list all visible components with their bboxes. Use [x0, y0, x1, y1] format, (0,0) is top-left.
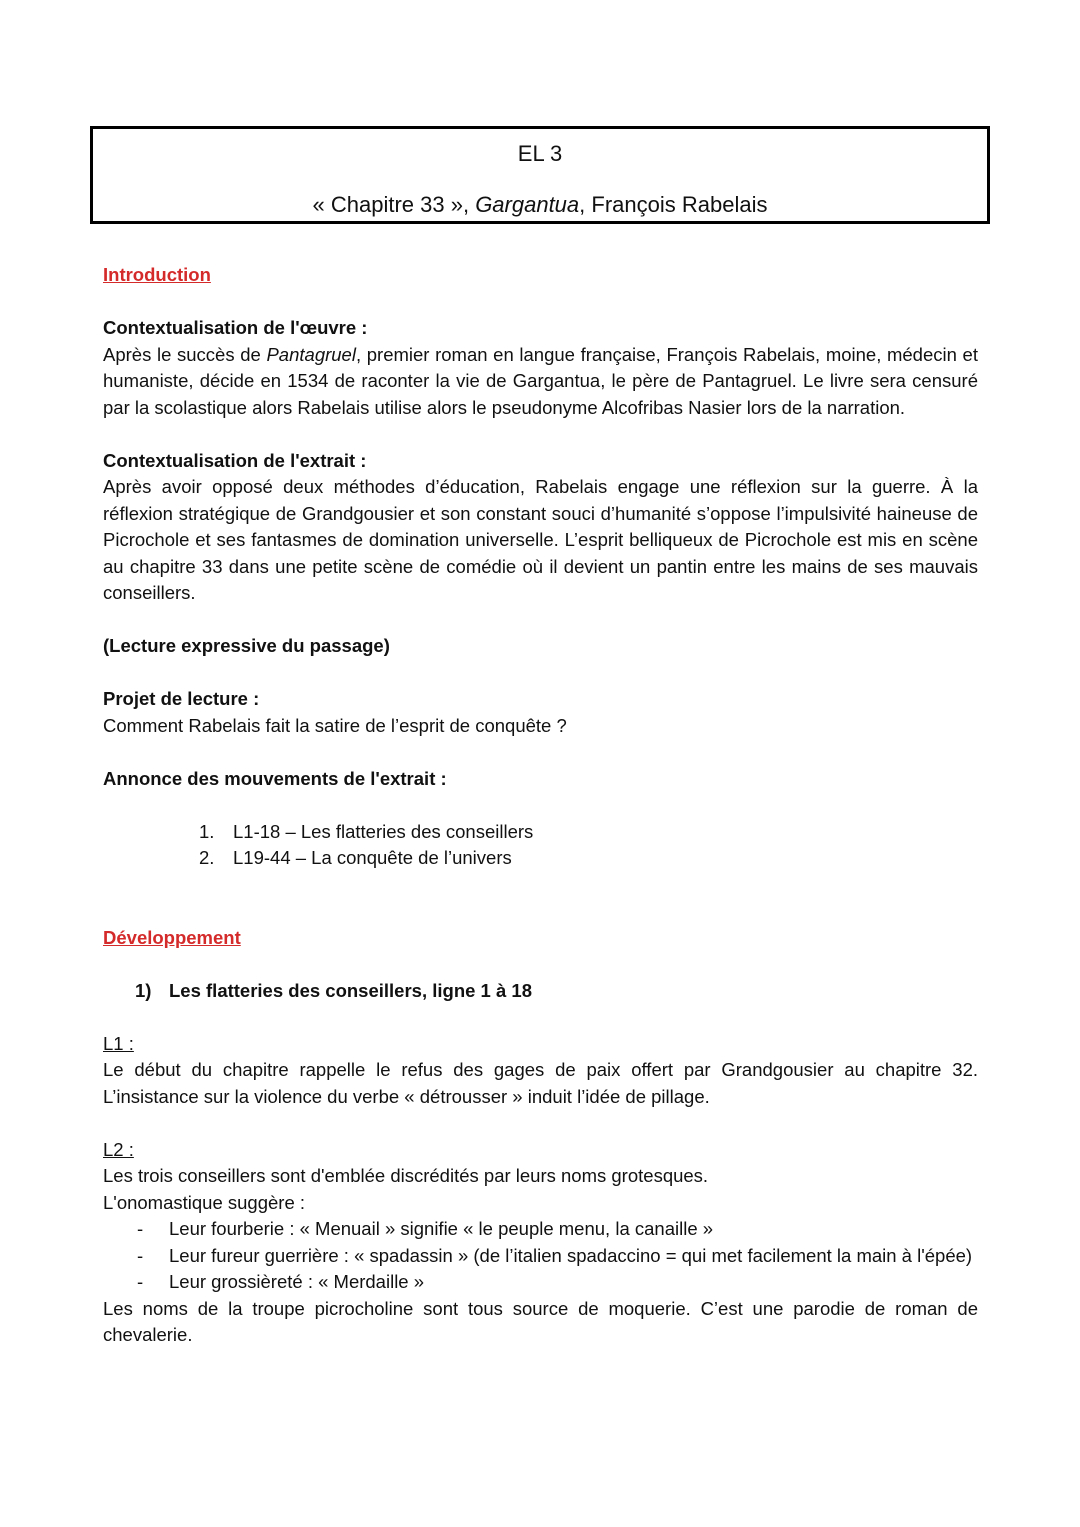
developpement-heading: Développement [103, 926, 241, 948]
ctx-oeuvre-paragraph: Après le succès de Pantagruel, premier roman en langue française, François Rabelais, moine, médecin et humaniste, décide en 1534 de raconter la vie de Gargantua, le père de Pantagruel. Le livre sera censuré par la scolastique alors Rabelais utilise alors le pseudonyme Alcofribas Nasier lors de la narration. [103, 343, 978, 418]
onomastique-list [103, 1216, 978, 1296]
list-item: - Leur grossièreté : « Merdaille » [137, 1271, 425, 1292]
title-chapter: « Chapitre 33 », [312, 192, 476, 217]
l2-conclusion: Les noms de la troupe picrocholine sont tous source de moquerie. C’est une parodie de roman de chevalerie. [103, 1297, 978, 1345]
title-work [93, 192, 987, 218]
l1-paragraph: Le début du chapitre rappelle le refus des gages de paix offert par Grandgousier au chapitre 32. L’insistance sur la violence du verbe « détrousser » induit l’idée de pillage. [103, 1059, 978, 1107]
ctx-extrait-paragraph: Après avoir opposé deux méthodes d’éducation, Rabelais engage une réflexion sur la guerre. À la réflexion stratégique de Grandgousier et son constant souci d’humanité s’oppose l’impulsivité haineuse de Picrochole et ses fantasmes de domination universelle. L’esprit belliqueux de Picrochole est mis en scène au chapitre 33 dans une petite scène de comédie où il devient un pantin entre les mains de ses mauvais conseillers. [103, 476, 978, 603]
list-item: 2. L19-44 – La conquête de l’univers [199, 847, 512, 868]
subsection-heading: 1) Les flatteries des conseillers, ligne 1 à 18 [135, 979, 532, 1001]
list-item: 1. L1-18 – Les flatteries des conseillers [199, 820, 534, 842]
ctx-oeuvre-label: Contextualisation de l'œuvre : [103, 317, 368, 338]
document-body [103, 262, 978, 1349]
ctx-extrait-label: Contextualisation de l'extrait : [103, 449, 367, 471]
list-item: - Leur fourberie : « Menuail » signifie « le peuple menu, la canaille » [137, 1218, 714, 1239]
annonce-label: Annonce des mouvements de l'extrait : [103, 767, 447, 789]
l2-line1: Les trois conseillers sont d'emblée discrédités par leurs noms grotesques. [103, 1165, 709, 1186]
lecture-note: (Lecture expressive du passage) [103, 635, 390, 656]
list-item: - Leur fureur guerrière : « spadassin » (de l’italien spadaccino = qui met facilement la main à l'épée) [137, 1244, 973, 1266]
projet-label: Projet de lecture : [103, 688, 260, 709]
l2-label: L2 : [103, 1138, 134, 1160]
title-author: , François Rabelais [579, 192, 768, 217]
title-box [90, 126, 990, 224]
projet-text: Comment Rabelais fait la satire de l’esprit de conquête ? [103, 714, 567, 736]
introduction-heading: Introduction [103, 264, 211, 285]
title-code: EL 3 [517, 141, 563, 166]
l1-label: L1 : [103, 1032, 134, 1054]
l2-line2: L'onomastique suggère : [103, 1191, 306, 1213]
movements-list [103, 819, 978, 872]
title-book: Gargantua [475, 192, 580, 217]
